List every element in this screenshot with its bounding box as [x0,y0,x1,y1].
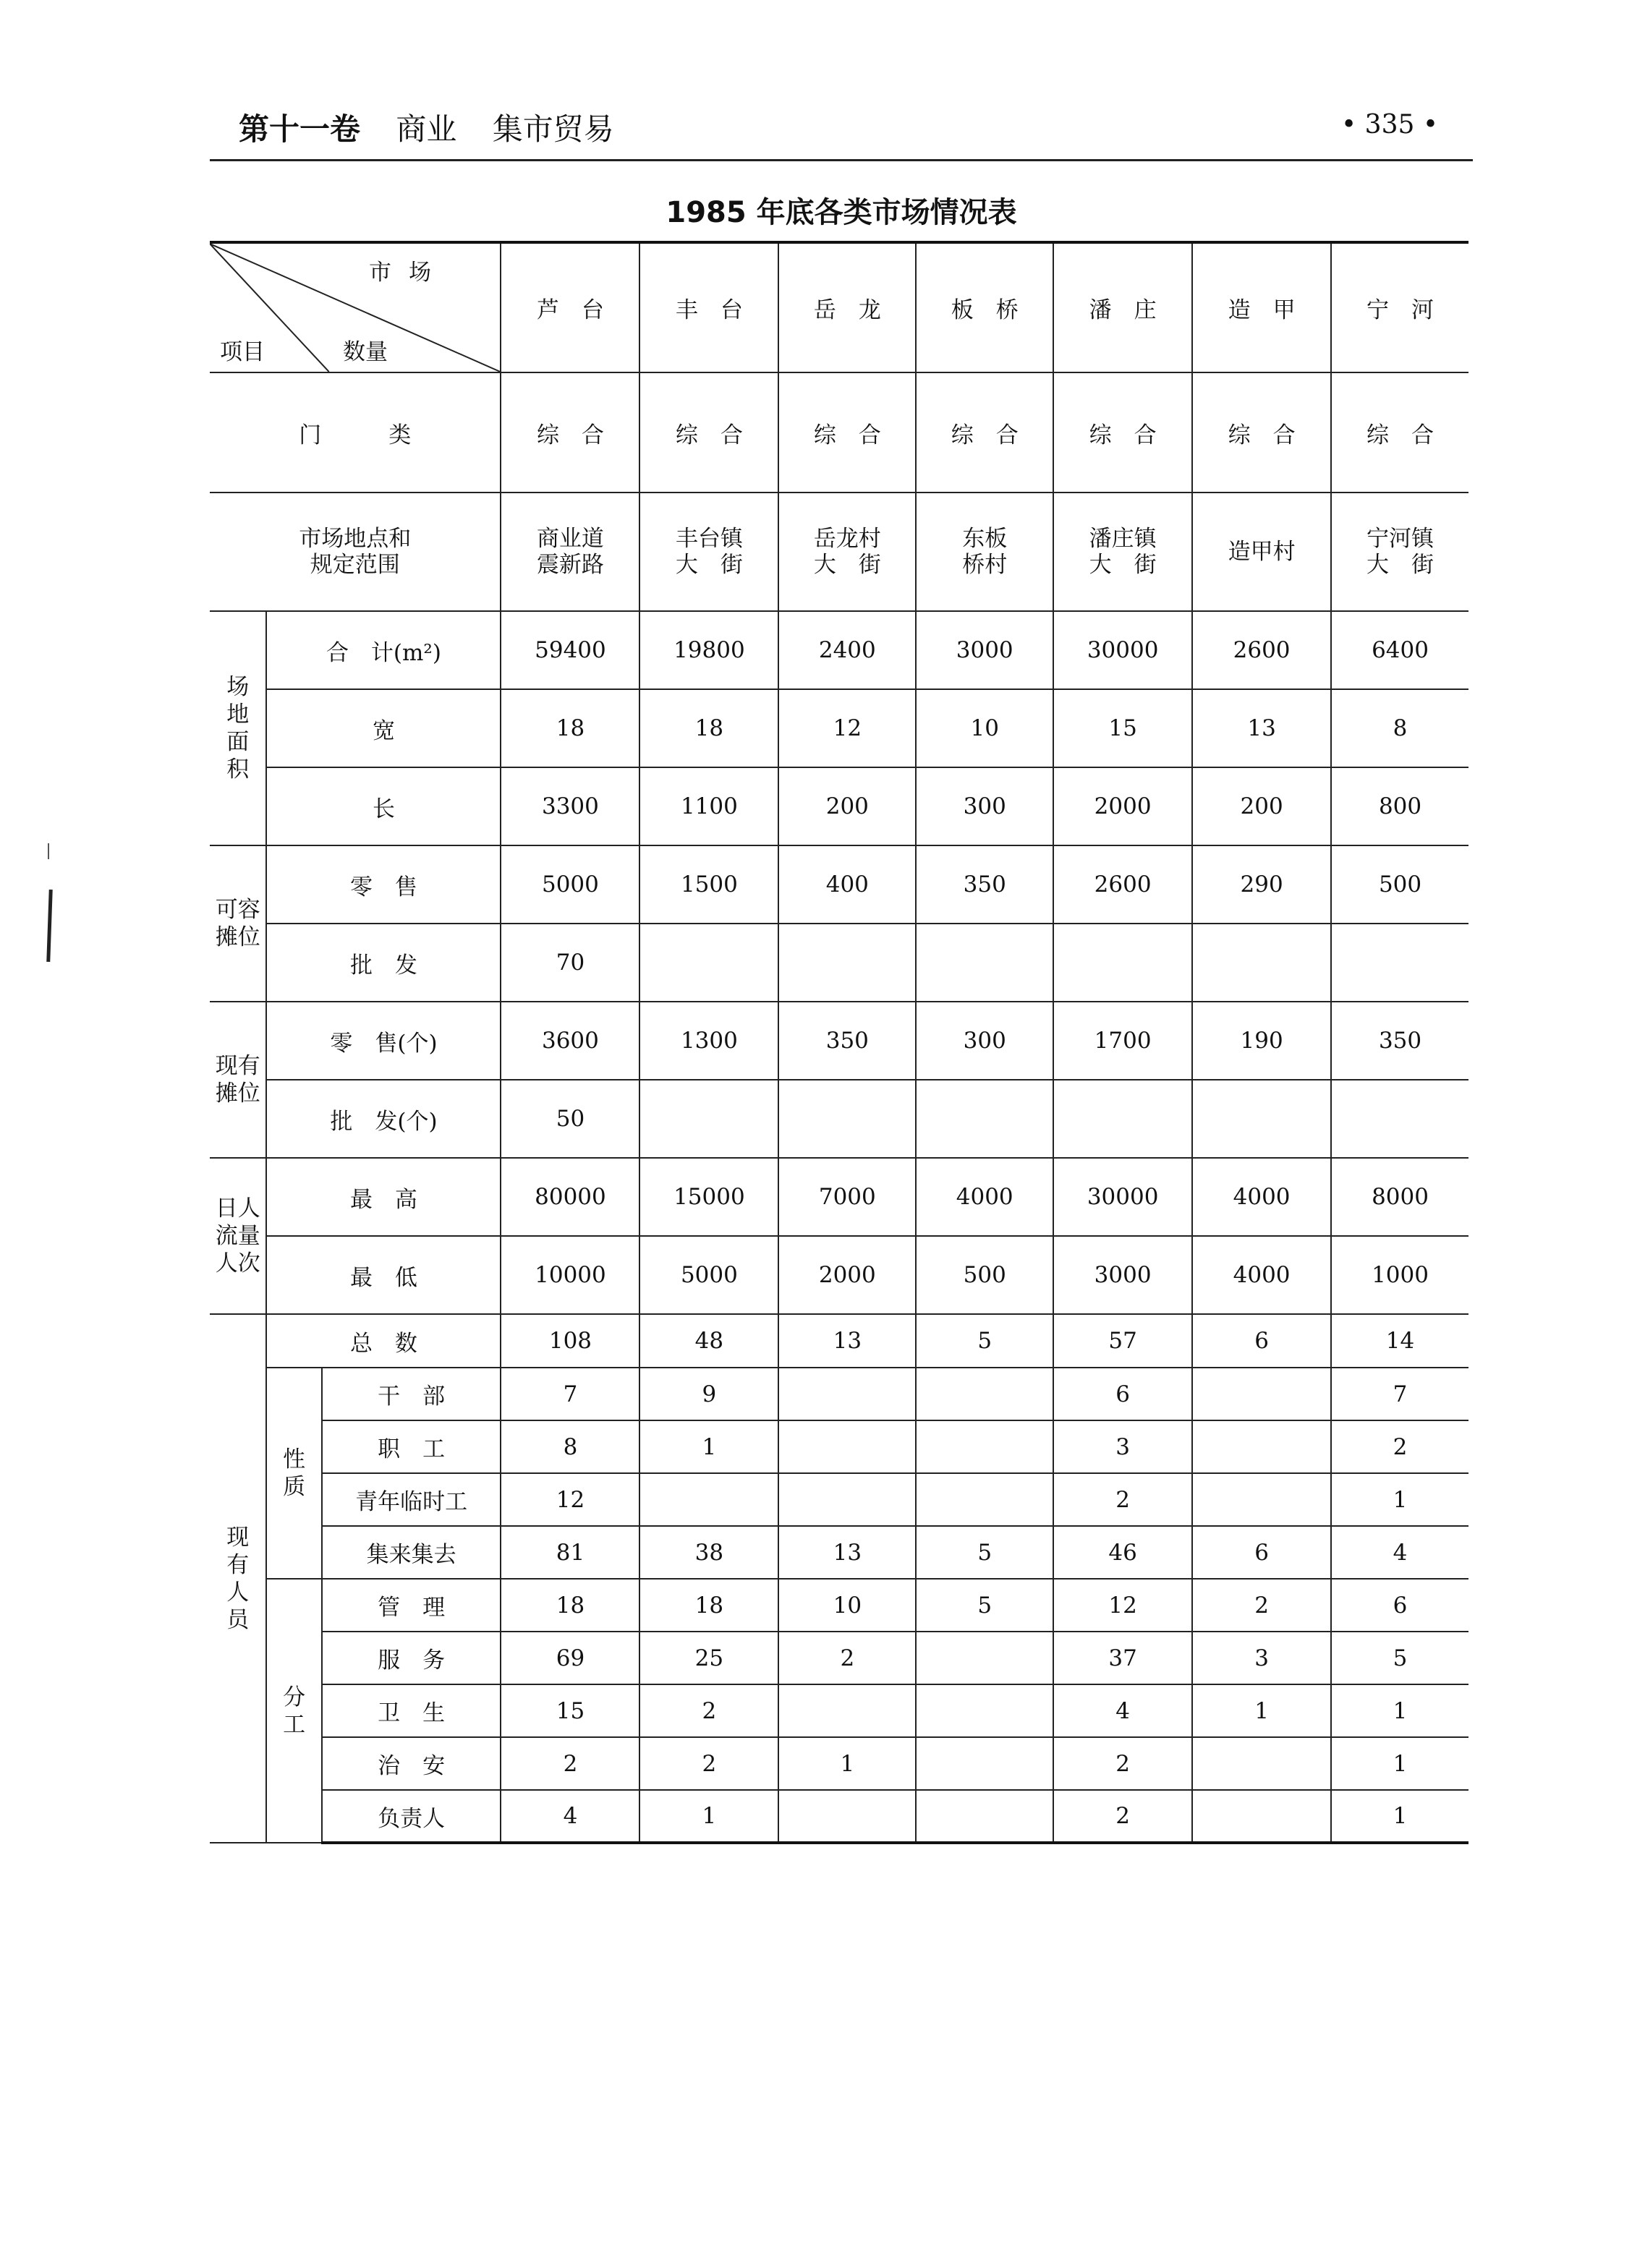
value-cell [778,1684,916,1737]
location-cell [1053,493,1192,611]
row-label: 零 售(个) [266,1002,501,1080]
value-cell: 6 [1053,1368,1192,1420]
value-cell: 4 [1331,1526,1468,1579]
value-cell: 4000 [916,1158,1053,1236]
value-cell: 1000 [1331,1236,1468,1314]
subgroup-division [266,1579,321,1843]
row-label: 零 售 [266,845,501,924]
value-cell [1192,1368,1331,1420]
table-row [210,1236,1468,1314]
value-cell: 69 [501,1632,639,1684]
value-cell: 38 [639,1526,778,1579]
running-header [239,106,640,149]
subgroup-nature [266,1368,321,1579]
value-cell [916,924,1053,1002]
value-cell [778,1368,916,1420]
value-cell: 10000 [501,1236,639,1314]
row-label: 最 高 [266,1158,501,1236]
location-line: 东板 [962,526,1008,552]
value-cell: 4 [1053,1684,1192,1737]
value-cell: 2400 [778,611,916,689]
value-cell: 25 [639,1632,778,1684]
table-row [210,1314,1468,1368]
value-cell: 4000 [1192,1236,1331,1314]
row-label: 青年临时工 [322,1473,501,1526]
value-cell: 12 [778,689,916,767]
table-row [210,1080,1468,1158]
table-row [210,1473,1468,1526]
market-header-cell: 岳 龙 [778,242,916,372]
subsection-label: 集市贸易 [492,111,614,147]
value-cell: 350 [1331,1002,1468,1080]
group-existing-stalls [210,1002,266,1158]
group-label-text: 可容摊位 [215,897,260,950]
value-cell: 190 [1192,1002,1331,1080]
page-number: • 335 • [1341,110,1439,140]
value-cell: 2 [1053,1737,1192,1790]
value-cell: 57 [1053,1314,1192,1368]
value-cell [916,1420,1053,1473]
value-cell [916,1684,1053,1737]
value-cell: 5 [916,1314,1053,1368]
value-cell: 2000 [778,1236,916,1314]
table-row [210,767,1468,845]
category-label: 门 类 [210,372,501,493]
market-header-cell: 造 甲 [1192,242,1331,372]
value-cell: 48 [639,1314,778,1368]
value-cell [1192,1473,1331,1526]
location-line: 大 街 [1366,552,1434,578]
value-cell: 2600 [1053,845,1192,924]
row-label: 合 计(m²) [266,611,501,689]
table-row [210,1790,1468,1843]
table-row [210,1632,1468,1684]
value-cell [916,1737,1053,1790]
row-label: 服 务 [322,1632,501,1684]
value-cell: 综 合 [501,372,639,493]
location-line: 大 街 [675,552,743,578]
value-cell: 2 [1192,1579,1331,1632]
value-cell: 2600 [1192,611,1331,689]
group-site-area [210,611,266,845]
market-header-cell: 潘 庄 [1053,242,1192,372]
value-cell: 5 [916,1579,1053,1632]
value-cell: 9 [639,1368,778,1420]
value-cell: 2000 [1053,767,1192,845]
table-row [210,1526,1468,1579]
location-line: 桥村 [962,552,1008,578]
value-cell: 2 [1053,1473,1192,1526]
group-staff [210,1314,266,1843]
value-cell: 5 [916,1526,1053,1579]
row-label: 长 [266,767,501,845]
table-row [210,1684,1468,1737]
location-line: 大 街 [813,552,881,578]
value-cell: 800 [1331,767,1468,845]
value-cell: 1100 [639,767,778,845]
value-cell [916,1080,1053,1158]
value-cell: 1 [1331,1684,1468,1737]
value-cell: 18 [501,689,639,767]
value-cell [1192,1790,1331,1843]
group-capacity [210,845,266,1002]
location-line: 商业道 [536,526,604,552]
value-cell: 10 [916,689,1053,767]
value-cell: 2 [501,1737,639,1790]
value-cell [916,1790,1053,1843]
location-cell [1331,493,1468,611]
row-label: 批 发(个) [266,1080,501,1158]
value-cell: 18 [639,1579,778,1632]
table-row [210,1002,1468,1080]
value-cell: 30000 [1053,611,1192,689]
table-row [210,372,1468,493]
value-cell: 1 [1331,1473,1468,1526]
value-cell [1192,924,1331,1002]
value-cell [916,1368,1053,1420]
location-label-line: 规定范围 [310,552,400,578]
value-cell [1192,1737,1331,1790]
value-cell: 6400 [1331,611,1468,689]
location-cell [916,493,1053,611]
value-cell: 108 [501,1314,639,1368]
value-cell: 81 [501,1526,639,1579]
group-label-text: 场地面积 [226,674,250,783]
location-line: 震新路 [536,552,604,578]
location-cell [778,493,916,611]
value-cell [778,1790,916,1843]
table-row [210,1579,1468,1632]
value-cell: 500 [916,1236,1053,1314]
value-cell: 综 合 [1192,372,1331,493]
section-label: 商业 [396,111,457,147]
value-cell: 4 [501,1790,639,1843]
value-cell: 8000 [1331,1158,1468,1236]
subgroup-label-text: 性质 [283,1446,306,1500]
value-cell: 1 [778,1737,916,1790]
location-line: 潘庄镇 [1089,526,1157,552]
value-cell: 综 合 [1331,372,1468,493]
table-row [210,845,1468,924]
value-cell: 1500 [639,845,778,924]
value-cell: 70 [501,924,639,1002]
table-row [210,1420,1468,1473]
row-label: 负责人 [322,1790,501,1843]
value-cell: 19800 [639,611,778,689]
value-cell: 18 [501,1579,639,1632]
value-cell: 6 [1192,1526,1331,1579]
value-cell: 12 [1053,1579,1192,1632]
value-cell: 200 [778,767,916,845]
table-row [210,924,1468,1002]
group-label-text: 现有人员 [226,1524,250,1633]
value-cell: 13 [1192,689,1331,767]
value-cell: 500 [1331,845,1468,924]
value-cell [778,924,916,1002]
value-cell: 5000 [501,845,639,924]
row-label: 批 发 [266,924,501,1002]
value-cell [639,1080,778,1158]
value-cell: 7 [1331,1368,1468,1420]
table-title: 1985 年底各类市场情况表 [666,196,1017,229]
value-cell: 15000 [639,1158,778,1236]
value-cell: 350 [778,1002,916,1080]
row-label: 卫 生 [322,1684,501,1737]
value-cell [778,1080,916,1158]
value-cell: 59400 [501,611,639,689]
value-cell: 综 合 [778,372,916,493]
location-label [210,493,501,611]
value-cell: 5 [1331,1632,1468,1684]
value-cell: 3000 [916,611,1053,689]
location-line: 岳龙村 [813,526,881,552]
value-cell [778,1420,916,1473]
value-cell: 3300 [501,767,639,845]
value-cell: 400 [778,845,916,924]
location-line: 丰台镇 [675,526,743,552]
value-cell [639,1473,778,1526]
value-cell: 3 [1192,1632,1331,1684]
value-cell: 3 [1053,1420,1192,1473]
location-label-line: 市场地点和 [299,526,412,552]
value-cell: 350 [916,845,1053,924]
row-label: 治 安 [322,1737,501,1790]
value-cell: 10 [778,1579,916,1632]
value-cell [916,1473,1053,1526]
value-cell: 7000 [778,1158,916,1236]
value-cell: 13 [778,1314,916,1368]
value-cell: 2 [778,1632,916,1684]
value-cell: 290 [1192,845,1331,924]
market-header-cell: 丰 台 [639,242,778,372]
market-header-cell: 芦 台 [501,242,639,372]
location-cell [501,493,639,611]
value-cell: 1300 [639,1002,778,1080]
value-cell [1331,924,1468,1002]
value-cell: 2 [639,1684,778,1737]
row-label: 干 部 [322,1368,501,1420]
location-cell [1192,493,1331,611]
header-rule [210,159,1473,161]
value-cell: 8 [501,1420,639,1473]
location-cell [639,493,778,611]
value-cell: 2 [1331,1420,1468,1473]
value-cell: 300 [916,1002,1053,1080]
table-row [210,1737,1468,1790]
value-cell: 15 [501,1684,639,1737]
value-cell: 6 [1331,1579,1468,1632]
corner-header-cell [210,242,501,372]
value-cell: 50 [501,1080,639,1158]
location-line: 造甲村 [1228,539,1296,565]
corner-item-label: 项目 [220,339,265,365]
value-cell: 7 [501,1368,639,1420]
value-cell: 综 合 [916,372,1053,493]
value-cell [1053,924,1192,1002]
value-cell: 2 [639,1737,778,1790]
row-label: 最 低 [266,1236,501,1314]
value-cell: 3000 [1053,1236,1192,1314]
value-cell: 1 [639,1790,778,1843]
value-cell: 13 [778,1526,916,1579]
location-line: 宁河镇 [1366,526,1434,552]
row-label: 宽 [266,689,501,767]
corner-quantity-label: 数量 [343,339,388,365]
value-cell [1053,1080,1192,1158]
table-row [210,1158,1468,1236]
value-cell [916,1632,1053,1684]
table-row [210,1368,1468,1420]
location-line: 大 街 [1089,552,1157,578]
value-cell: 1 [1331,1790,1468,1843]
value-cell: 综 合 [639,372,778,493]
market-header-cell: 板 桥 [916,242,1053,372]
row-label: 职 工 [322,1420,501,1473]
value-cell: 1 [639,1420,778,1473]
value-cell: 18 [639,689,778,767]
value-cell: 15 [1053,689,1192,767]
value-cell [639,924,778,1002]
value-cell: 300 [916,767,1053,845]
value-cell: 6 [1192,1314,1331,1368]
value-cell: 1700 [1053,1002,1192,1080]
value-cell: 1 [1192,1684,1331,1737]
value-cell: 12 [501,1473,639,1526]
value-cell [1192,1420,1331,1473]
value-cell: 4000 [1192,1158,1331,1236]
row-label: 管 理 [322,1579,501,1632]
subgroup-label-text: 分工 [283,1684,306,1738]
value-cell: 37 [1053,1632,1192,1684]
corner-market-label: 市场 [369,260,449,286]
group-daily-flow [210,1158,266,1314]
value-cell [1192,1080,1331,1158]
value-cell: 14 [1331,1314,1468,1368]
value-cell: 46 [1053,1526,1192,1579]
value-cell: 5000 [639,1236,778,1314]
table-row [210,689,1468,767]
table-row [210,493,1468,611]
row-label: 总 数 [266,1314,501,1368]
group-label-text: 日人流量人次 [215,1195,260,1276]
market-table [210,241,1468,1844]
table-row [210,611,1468,689]
volume-label: 第十一卷 [239,111,361,147]
value-cell: 30000 [1053,1158,1192,1236]
value-cell: 200 [1192,767,1331,845]
scan-mark [48,843,49,859]
value-cell: 3600 [501,1002,639,1080]
value-cell: 1 [1331,1737,1468,1790]
scan-mark [46,890,52,962]
value-cell: 综 合 [1053,372,1192,493]
group-label-text: 现有摊位 [215,1053,260,1107]
market-header-cell: 宁 河 [1331,242,1468,372]
value-cell: 2 [1053,1790,1192,1843]
value-cell [1331,1080,1468,1158]
value-cell [778,1473,916,1526]
table-row [210,242,1468,372]
value-cell: 80000 [501,1158,639,1236]
row-label: 集来集去 [322,1526,501,1579]
value-cell: 8 [1331,689,1468,767]
